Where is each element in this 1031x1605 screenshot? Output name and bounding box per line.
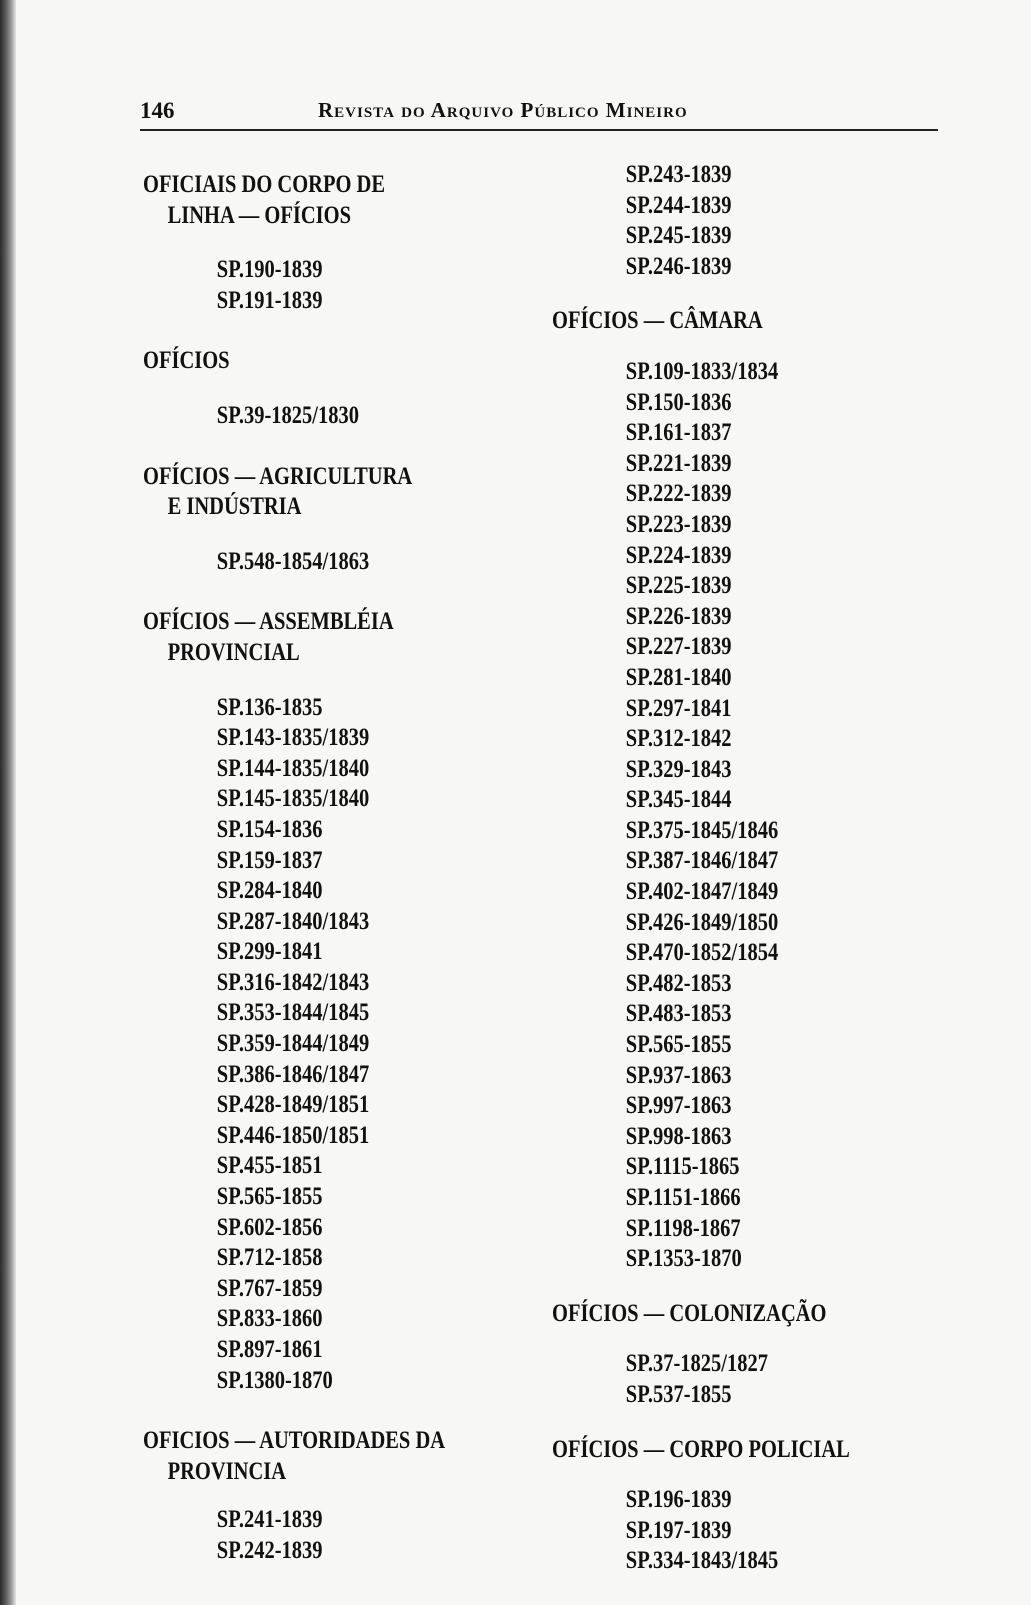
list-item: SP.316-1842/1843 xyxy=(216,968,370,996)
section-heading: OFICIOS — AUTORIDADES DA PROVINCIA xyxy=(143,1427,446,1485)
list-item: SP.143-1835/1839 xyxy=(216,724,370,752)
section-heading: OFÍCIOS — ASSEMBLÉIA PROVINCIAL xyxy=(143,608,394,666)
left-column xyxy=(143,170,445,1567)
item-list xyxy=(217,693,445,1397)
list-item: SP.345-1844 xyxy=(625,786,732,814)
section-heading: OFÍCIOS — CORPO POLICIAL xyxy=(552,1435,850,1463)
list-item: SP.222-1839 xyxy=(625,480,732,508)
item-list xyxy=(626,1349,850,1410)
list-item: SP.190-1839 xyxy=(216,256,323,284)
book-spine-shadow xyxy=(0,0,16,1605)
list-item: SP.244-1839 xyxy=(625,191,732,219)
list-item: SP.299-1841 xyxy=(216,938,323,966)
list-item: SP.145-1835/1840 xyxy=(216,785,370,813)
section-heading: OFICIAIS DO CORPO DE LINHA — OFÍCIOS xyxy=(143,171,386,229)
list-item: SP.897-1861 xyxy=(216,1336,323,1363)
list-item: SP.39-1825/1830 xyxy=(216,401,359,429)
list-item: SP.446-1850/1851 xyxy=(216,1121,370,1149)
list-item: SP.37-1825/1827 xyxy=(625,1350,768,1378)
list-item: SP.998-1863 xyxy=(625,1122,732,1150)
list-item: SP.242-1839 xyxy=(216,1536,323,1564)
list-item: SP.483-1853 xyxy=(625,1000,732,1028)
item-list xyxy=(217,1505,445,1566)
list-item: SP.136-1835 xyxy=(216,693,323,721)
list-item: SP.602-1856 xyxy=(216,1213,323,1241)
list-item: SP.161-1837 xyxy=(625,419,732,447)
list-item: SP.353-1844/1845 xyxy=(216,999,370,1027)
list-item: SP.196-1839 xyxy=(625,1486,732,1514)
item-list xyxy=(626,160,850,282)
list-item: SP.221-1839 xyxy=(625,449,732,477)
list-item: SP.565-1855 xyxy=(216,1183,323,1211)
list-item: SP.1353-1870 xyxy=(625,1245,742,1273)
list-item: SP.767-1859 xyxy=(216,1274,323,1302)
list-item: SP.144-1835/1840 xyxy=(216,754,370,782)
list-item: SP.154-1836 xyxy=(216,815,323,843)
list-item: SP.241-1839 xyxy=(216,1506,323,1534)
list-item: SP.334-1843/1845 xyxy=(625,1547,779,1575)
item-list xyxy=(217,255,445,316)
list-item: SP.1151-1866 xyxy=(625,1184,741,1211)
section-heading: OFÍCIOS — CÂMARA xyxy=(552,307,763,335)
list-item: SP.387-1846/1847 xyxy=(625,847,779,875)
list-item: SP.712-1858 xyxy=(216,1244,323,1272)
list-item: SP.1115-1865 xyxy=(625,1153,740,1181)
list-item: SP.191-1839 xyxy=(216,286,323,314)
list-item: SP.1380-1870 xyxy=(216,1366,333,1394)
list-item: SP.329-1843 xyxy=(625,755,732,783)
list-item: SP.287-1840/1843 xyxy=(216,907,370,935)
list-item: SP.243-1839 xyxy=(625,161,732,188)
list-item: SP.226-1839 xyxy=(625,602,732,630)
right-column xyxy=(552,160,850,1577)
list-item: SP.833-1860 xyxy=(216,1305,323,1333)
section-heading: OFÍCIOS — AGRICULTURA E INDÚSTRIA xyxy=(143,462,413,521)
list-item: SP.470-1852/1854 xyxy=(625,939,779,967)
list-item: SP.159-1837 xyxy=(216,846,323,874)
list-item: SP.150-1836 xyxy=(625,388,732,416)
list-item: SP.565-1855 xyxy=(625,1031,732,1059)
list-item: SP.375-1845/1846 xyxy=(625,816,779,844)
list-item: SP.224-1839 xyxy=(625,541,732,569)
list-item: SP.281-1840 xyxy=(625,663,732,691)
list-item: SP.227-1839 xyxy=(625,633,732,661)
list-item: SP.223-1839 xyxy=(625,510,732,538)
section-heading: OFÍCIOS xyxy=(143,347,230,375)
list-item: SP.426-1849/1850 xyxy=(625,908,779,936)
list-item: SP.1198-1867 xyxy=(625,1214,741,1242)
list-item: SP.997-1863 xyxy=(625,1092,732,1120)
list-item: SP.225-1839 xyxy=(625,572,732,600)
section-heading: OFÍCIOS — COLONIZAÇÃO xyxy=(552,1299,827,1327)
list-item: SP.359-1844/1849 xyxy=(216,1030,370,1058)
list-item: SP.402-1847/1849 xyxy=(625,878,779,906)
list-item: SP.482-1853 xyxy=(625,969,732,997)
list-item: SP.245-1839 xyxy=(625,222,732,250)
running-title: Revista do Arquivo Público Mineiro xyxy=(318,98,688,122)
list-item: SP.428-1849/1851 xyxy=(216,1091,370,1119)
list-item: SP.937-1863 xyxy=(625,1061,732,1089)
list-item: SP.246-1839 xyxy=(625,252,732,280)
page-number: 146 xyxy=(140,98,175,123)
header-rule xyxy=(140,129,938,131)
page-header xyxy=(140,98,940,138)
list-item: SP.537-1855 xyxy=(625,1380,732,1408)
item-list xyxy=(217,547,445,578)
list-item: SP.455-1851 xyxy=(216,1152,323,1180)
item-list xyxy=(626,357,850,1275)
list-item: SP.312-1842 xyxy=(625,725,732,753)
list-item: SP.284-1840 xyxy=(216,877,323,905)
item-list xyxy=(626,1485,850,1577)
list-item: SP.548-1854/1863 xyxy=(216,547,370,575)
list-item: SP.297-1841 xyxy=(625,694,732,722)
list-item: SP.197-1839 xyxy=(625,1516,732,1544)
list-item: SP.109-1833/1834 xyxy=(625,357,779,385)
item-list xyxy=(217,401,445,432)
list-item: SP.386-1846/1847 xyxy=(216,1060,370,1088)
